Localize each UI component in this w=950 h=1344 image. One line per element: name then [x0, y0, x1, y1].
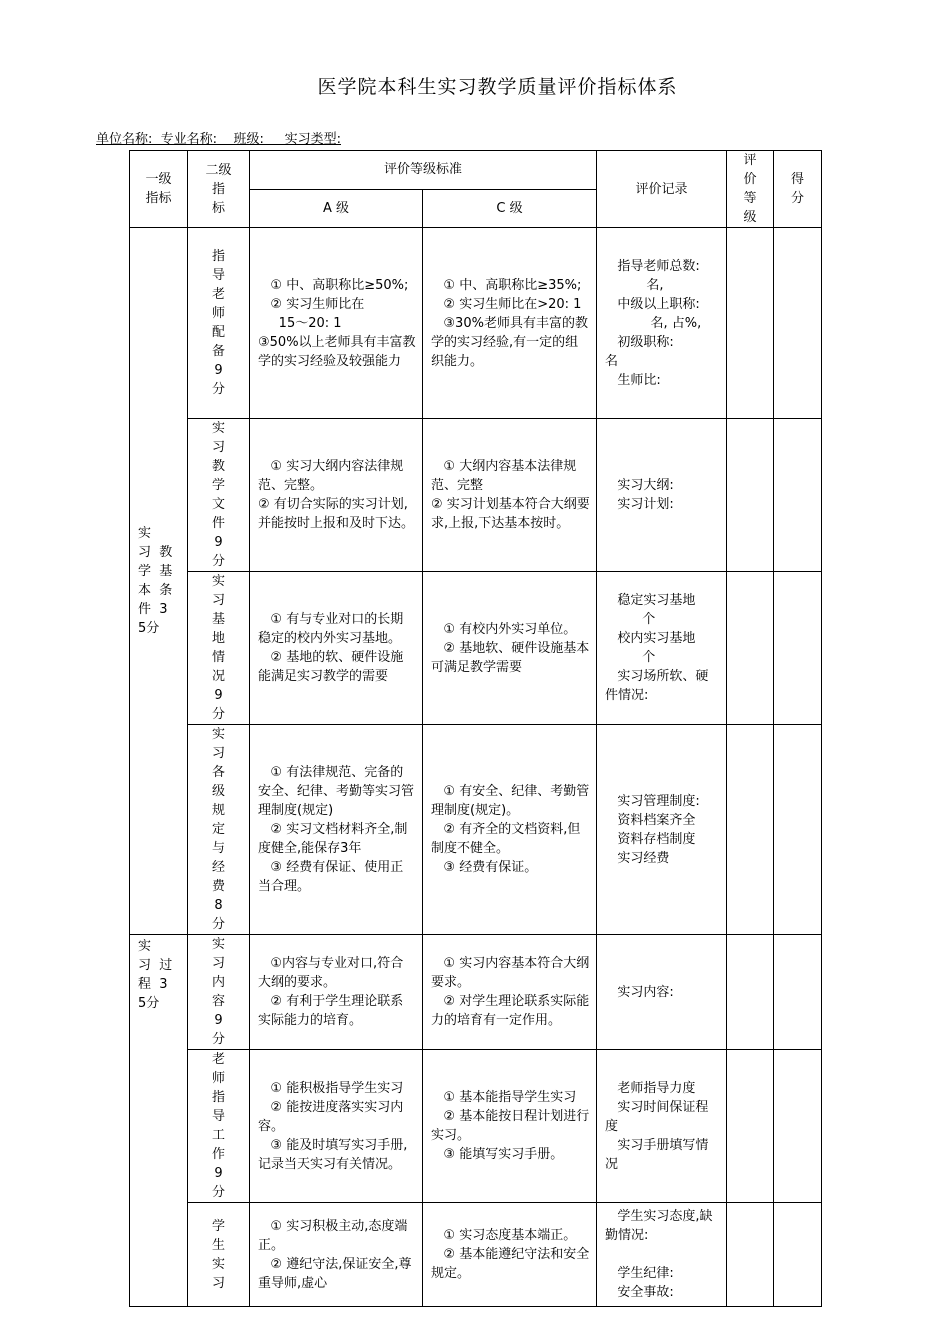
indicator-text: 实 习 内 容 9 分: [211, 937, 225, 1047]
grade-a-text: ①内容与专业对口,符合大纲的要求。 ② 有利于学生理论联系实际能力的培育。: [258, 956, 404, 1028]
grade-a-cell: [250, 1050, 423, 1203]
grade-c-text: ① 基本能指导学生实习 ② 基本能按日程计划进行实习。 ③ 能填写实习手册。: [431, 1090, 590, 1162]
record-cell: [597, 228, 727, 419]
grade-cell[interactable]: [727, 1203, 774, 1307]
grade-c-cell: [423, 419, 597, 572]
grade-a-text: ① 有与专业对口的长期稳定的校内外实习基地。 ② 基地的软、硬件设施能满足实习教学的需要: [258, 612, 404, 684]
record-cell: [597, 1203, 727, 1307]
evaluation-table: [129, 150, 822, 1307]
indicator-cell: [188, 1050, 250, 1203]
table-row: [130, 228, 822, 419]
grade-c-text: ① 中、高职称比≥35%; ② 实习生师比在>20: 1 ③30%老师具有丰富的教学的实习经验,有一定的组织能力。: [431, 277, 588, 369]
grade-c-cell: [423, 1050, 597, 1203]
header-level2-prefix: 二级: [205, 162, 232, 178]
indicator-text: 实 习 教 学 文 件 9 分: [211, 421, 225, 569]
table-row: [130, 725, 822, 935]
grade-c-cell: [423, 572, 597, 725]
grade-a-cell: [250, 228, 423, 419]
score-cell[interactable]: [774, 1203, 822, 1307]
record-text: 实习内容:: [605, 984, 674, 1000]
grade-cell[interactable]: [727, 1050, 774, 1203]
record-text: 老师指导力度 实习时间保证程度 实习手册填写情况: [605, 1080, 709, 1172]
score-cell[interactable]: [774, 572, 822, 725]
indicator-text: 老 师 指 导 工 作 9 分: [211, 1052, 225, 1200]
indicator-text: 实 习 各 级 规 定 与 经 费 8 分: [211, 727, 225, 932]
level1-cell-basic-conditions: [130, 228, 188, 935]
grade-c-cell: [423, 725, 597, 935]
indicator-cell: [188, 572, 250, 725]
record-cell: [597, 725, 727, 935]
indicator-text: 指 导 老 师 配 备 9 分: [211, 249, 225, 397]
header-grade-standard: 评价等级标准: [250, 151, 597, 190]
record-cell: [597, 935, 727, 1050]
grade-cell[interactable]: [727, 725, 774, 935]
header-record: 评价记录: [597, 151, 727, 228]
level1-cell-process: [130, 935, 188, 1307]
grade-cell[interactable]: [727, 228, 774, 419]
indicator-cell: [188, 935, 250, 1050]
grade-a-cell: [250, 725, 423, 935]
grade-a-text: ① 中、高职称比≥50%; ② 实习生师比在 15～20: 1 ③50%以上老师具有丰富教学的实习经验及较强能力: [258, 277, 416, 369]
record-cell: [597, 1050, 727, 1203]
grade-a-cell: [250, 572, 423, 725]
grade-c-text: ① 大纲内容基本法律规范、完整 ② 实习计划基本符合大纲要求,上报,下达基本按时。: [431, 459, 590, 531]
indicator-cell: [188, 725, 250, 935]
grade-c-cell: [423, 935, 597, 1050]
grade-cell[interactable]: [727, 572, 774, 725]
level1-text: 实 习 教 学 基 本 条 件 3 5分: [138, 526, 173, 636]
header-grade-text: 评 价 等 级: [743, 153, 757, 225]
grade-a-cell: [250, 419, 423, 572]
grade-c-cell: [423, 228, 597, 419]
grade-a-text: ① 实习积极主动,态度端正。 ② 遵纪守法,保证安全,尊重导师,虚心: [258, 1218, 412, 1291]
level1-text: 实 习 过 程 3 5分: [138, 939, 173, 1011]
grade-a-text: ① 实习大纲内容法律规范、完整。 ② 有切合实际的实习计划,并能按时上报和及时下达。: [258, 459, 415, 531]
indicator-cell: [188, 1203, 250, 1307]
grade-c-text: ① 实习态度基本端正。 ② 基本能遵纪守法和安全规定。: [431, 1228, 590, 1281]
score-cell[interactable]: [774, 228, 822, 419]
header-score: [774, 151, 822, 228]
header-level2-label: 指 标: [211, 181, 225, 216]
record-text: 实习大纲: 实习计划:: [617, 478, 674, 512]
grade-a-cell: [250, 1203, 423, 1307]
indicator-cell: [188, 419, 250, 572]
grade-a-cell: [250, 935, 423, 1050]
record-text: 指导老师总数: 名, 中级以上职称: 名, 占%, 初级职称: 名 生师比:: [605, 258, 702, 388]
grade-c-cell: [423, 1203, 597, 1307]
grade-c-text: ① 实习内容基本符合大纲要求。 ② 对学生理论联系实际能力的培育有一定作用。: [431, 956, 590, 1028]
table-row: [130, 935, 822, 1050]
table-row: [130, 419, 822, 572]
score-cell[interactable]: [774, 419, 822, 572]
record-text: 学生实习态度,缺勤情况: 学生纪律: 安全事故:: [605, 1209, 713, 1300]
indicator-text: 实 习 基 地 情 况 9 分: [211, 574, 225, 722]
record-cell: [597, 572, 727, 725]
header-grade-c: C 级: [423, 189, 597, 228]
record-cell: [597, 419, 727, 572]
record-text: 稳定实习基地 个 校内实习基地 个 实习场所软、硬件情况:: [605, 593, 709, 703]
score-cell[interactable]: [774, 725, 822, 935]
header-level2: [188, 151, 250, 228]
header-level1: [130, 151, 188, 228]
header-grade: [727, 151, 774, 228]
header-score-text: 得 分: [791, 172, 805, 206]
grade-cell[interactable]: [727, 419, 774, 572]
grade-c-text: ① 有安全、纪律、考勤管理制度(规定)。 ② 有齐全的文档资料,但制度不健全。 ③ 经费有保证。: [431, 784, 590, 875]
header-grade-a: A 级: [250, 189, 423, 228]
grade-a-text: ① 有法律规范、完备的安全、纪律、考勤等实习管理制度(规定) ② 实习文档材料齐全,制度健全,能保存3年 ③ 经费有保证、使用正当合理。: [258, 765, 415, 894]
page-title: 医学院本科生实习教学质量评价指标体系: [317, 76, 678, 98]
indicator-cell: [188, 228, 250, 419]
grade-a-text: ① 能积极指导学生实习 ② 能按进度落实实习内容。 ③ 能及时填写实习手册,记录当天实习有关情况。: [258, 1080, 408, 1172]
header-level1-text: 一级 指标: [145, 172, 172, 206]
indicator-text: 学 生 实 习: [211, 1218, 225, 1291]
grade-c-text: ① 有校内外实习单位。 ② 基地软、硬件设施基本可满足教学需要: [431, 621, 590, 675]
record-text: 实习管理制度: 资料档案齐全 资料存档制度 实习经费: [617, 793, 700, 866]
score-cell[interactable]: [774, 935, 822, 1050]
unit-info-line: 单位名称: 专业名称: 班级: 实习类型:: [96, 132, 341, 147]
grade-cell[interactable]: [727, 935, 774, 1050]
table-row: [130, 572, 822, 725]
table-row: [130, 1203, 822, 1307]
score-cell[interactable]: [774, 1050, 822, 1203]
table-row: [130, 1050, 822, 1203]
